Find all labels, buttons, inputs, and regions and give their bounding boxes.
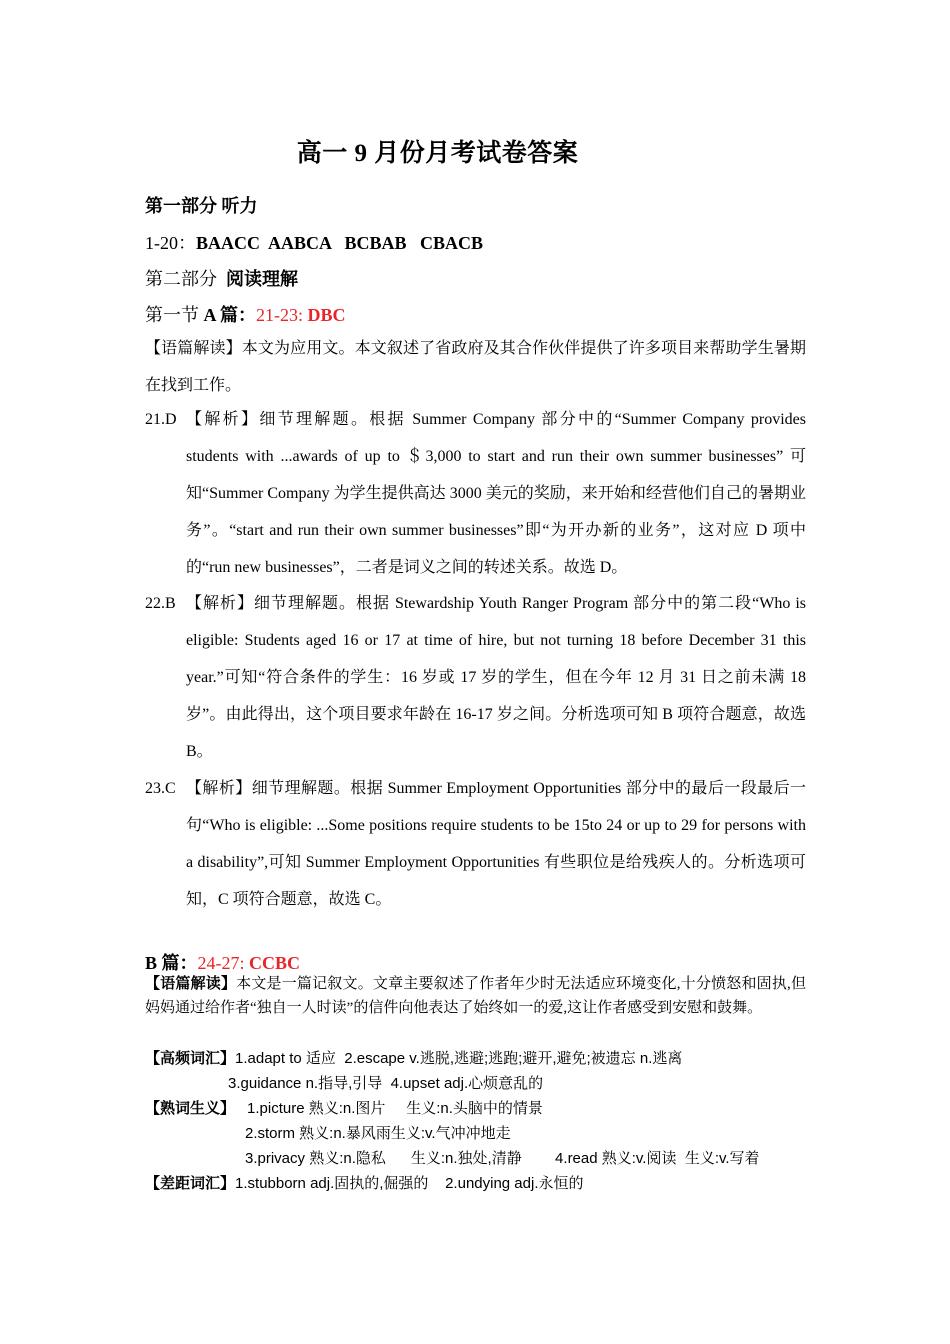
vocab-familiar-1: 1.picture 熟义:n.图片 生义:n.头脑中的情景 xyxy=(247,1100,543,1117)
section-a-label-plain: 第一节 xyxy=(145,305,204,325)
part1-answers-line xyxy=(145,229,483,255)
listening-answers: BAACC AABCA BCBAB CBACB xyxy=(196,233,484,253)
part2-heading xyxy=(145,265,298,291)
section-b-range: 24-27: xyxy=(197,953,250,973)
vocab-familiar-3: 3.privacy 熟义:n.隐私 生义:n.独处,清静 4.read 熟义:v.阅读 生义:v.写着 xyxy=(245,1150,760,1167)
part2-heading-bold: 阅读理解 xyxy=(226,269,298,289)
summary-tag: 【语篇解读】 xyxy=(145,976,237,992)
question-explanation: 【解析】细节理解题。根据 Summer Company 部分中的“Summer Company provides students with ...awards of up to ＄3,000 to start and run their own summer businesses” 可知“Summer Company 为学生提供高达 3000 美元的奖励，来开始和经营他们自己的暑期业务”。“start and run their own summer businesses”即“为开办新的业务”，这对应 D 项中的“run new businesses”，二者是词义之间的转述关系。故选 D。 xyxy=(186,411,806,576)
section-a-heading xyxy=(145,301,346,327)
section-b-summary xyxy=(145,972,806,1020)
question-number: 23.C xyxy=(145,780,176,797)
question-number: 22.B xyxy=(145,595,176,612)
question-21 xyxy=(145,401,806,586)
page-title: 高一 9 月份月考试卷答案 xyxy=(296,140,579,167)
question-22 xyxy=(145,585,806,770)
vocab-gap-row xyxy=(145,1172,584,1196)
section-a-summary: 【语篇解读】本文为应用文。本文叙述了省政府及其合作伙伴提供了许多项目来帮助学生暑期在找到工作。 xyxy=(145,340,806,394)
part2-heading-plain: 第二部分 xyxy=(145,269,226,289)
vocab-gap-1: 1.stubborn adj.固执的,倔强的 2.undying adj.永恒的 xyxy=(235,1175,584,1192)
part1-heading: 第一部分 听力 xyxy=(145,196,258,216)
answers-prefix: 1-20： xyxy=(145,233,196,253)
vocab-familiar-row-1 xyxy=(145,1097,543,1121)
question-explanation: 【解析】细节理解题。根据 Summer Employment Opportunities 部分中的最后一段最后一句“Who is eligible: ...Some positions require students to be 15to 24 or up to 29 for persons with a disability”,可知 Summer Employment Opportunities 有些职位是给残疾人的。分析选项可知，C 项符合题意，故选 C。 xyxy=(186,780,806,908)
section-a-answers: DBC xyxy=(307,305,346,325)
vocab-high-1: 1.adapt to 适应 2.escape v.逃脱,逃避;逃跑;避开,避免;被遗忘 n.逃离 xyxy=(235,1050,683,1067)
vocab-high-2: 3.guidance n.指导,引导 4.upset adj.心烦意乱的 xyxy=(228,1075,544,1092)
section-b-label: B 篇： xyxy=(145,953,198,973)
vocab-high-tag: 【高频词汇】 xyxy=(145,1051,236,1067)
section-a-label-bold: A 篇： xyxy=(203,305,257,325)
vocab-high-row-1 xyxy=(145,1047,682,1071)
section-a-range: 21-23: xyxy=(256,305,308,325)
question-number: 21.D xyxy=(145,411,177,428)
vocab-familiar-tag: 【熟词生义】 xyxy=(145,1101,236,1117)
question-23 xyxy=(145,770,806,918)
vocab-gap-tag: 【差距词汇】 xyxy=(145,1176,236,1192)
summary-text: 本文是一篇记叙文。文章主要叙述了作者年少时无法适应环境变化,十分愤怒和固执,但妈妈通过给作者“独自一人时读”的信件向他表达了始终如一的爱,这让作者感受到安慰和鼓舞。 xyxy=(145,976,806,1016)
vocab-familiar-2: 2.storm 熟义:n.暴风雨生义:v.气冲冲地走 xyxy=(245,1125,511,1142)
section-b-answers: CCBC xyxy=(249,953,301,973)
question-explanation: 【解析】细节理解题。根据 Stewardship Youth Ranger Program 部分中的第二段“Who is eligible: Students aged 16 or 17 at time of hire, but not turning 18 before December 31 this year.”可知“符合条件的学生：16 岁或 17 岁的学生，但在今年 12 月 31 日之前未满 18 岁”。由此得出，这个项目要求年龄在 16-17 岁之间。分析选项可知 B 项符合题意，故选 B。 xyxy=(186,595,806,760)
